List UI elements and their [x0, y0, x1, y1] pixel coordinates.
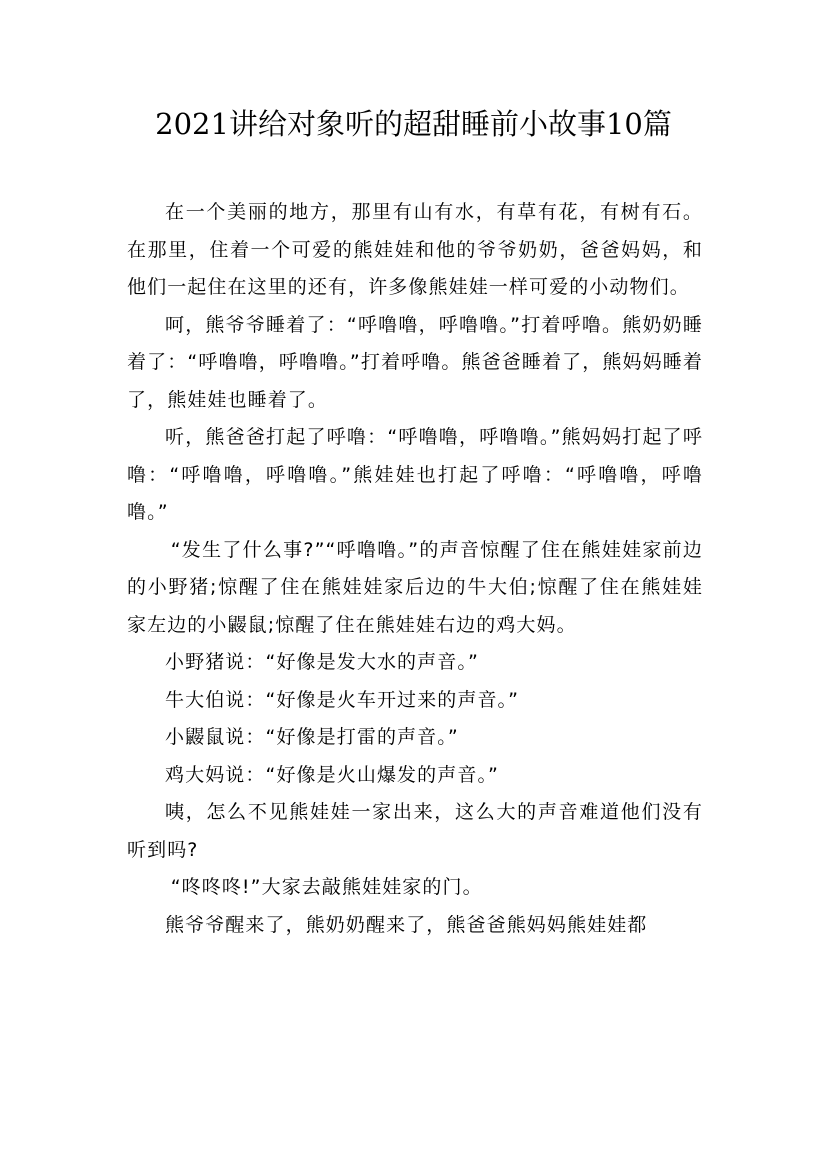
story-body [127, 194, 703, 944]
paragraph: 小野猪说：“好像是发大水的声音。” [165, 651, 479, 673]
paragraph: 在一个美丽的地方，那里有山有水，有草有花，有树有石。在那里，住着一个可爱的熊娃娃和他的爷爷奶奶，爸爸妈妈，和他们一起住在这里的还有，许多像熊娃娃一样可爱的小动物们。 [127, 201, 703, 298]
paragraph: 小鼹鼠说：“好像是打雷的声音。” [165, 726, 459, 748]
paragraph: 牛大伯说：“好像是火车开过来的声音。” [165, 688, 520, 711]
paragraph: “发生了什么事?”“呼噜噜。”的声音惊醒了住在熊娃娃家前边的小野猪;惊醒了住在熊娃娃家后边的牛大伯;惊醒了住在熊娃娃家左边的小鼹鼠;惊醒了住在熊娃娃右边的鸡大妈。 [127, 538, 703, 636]
paragraph: 呵，熊爷爷睡着了：“呼噜噜，呼噜噜。”打着呼噜。熊奶奶睡着了：“呼噜噜，呼噜噜。”打着呼噜。熊爸爸睡着了，熊妈妈睡着了，熊娃娃也睡着了。 [127, 313, 703, 411]
paragraph: 熊爷爷醒来了，熊奶奶醒来了，熊爸爸熊妈妈熊娃娃都 [165, 913, 648, 936]
paragraph: 鸡大妈说：“好像是火山爆发的声音。” [165, 763, 499, 786]
paragraph: 听，熊爸爸打起了呼噜：“呼噜噜，呼噜噜。”熊妈妈打起了呼噜：“呼噜噜，呼噜噜。”熊娃娃也打起了呼噜：“呼噜噜，呼噜噜。” [127, 426, 703, 523]
paragraph: “咚咚咚!”大家去敲熊娃娃家的门。 [170, 876, 483, 898]
paragraph: 咦，怎么不见熊娃娃一家出来，这么大的声音难道他们没有听到吗? [127, 801, 703, 861]
document-title: 2021讲给对象听的超甜睡前小故事10篇 [155, 107, 672, 141]
